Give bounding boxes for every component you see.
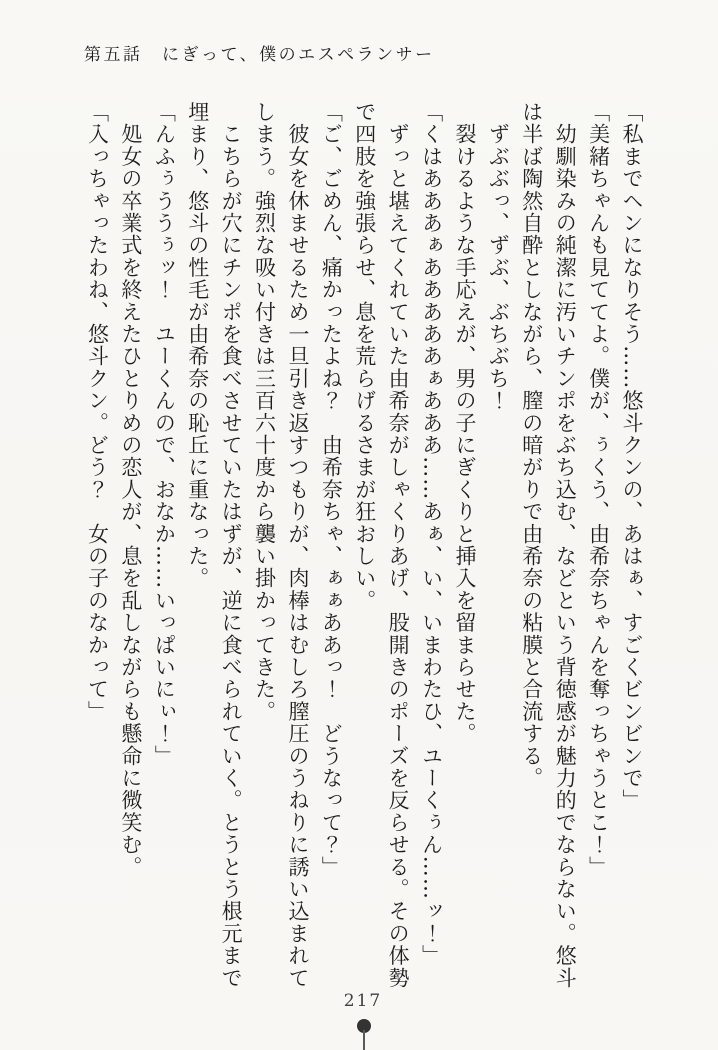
text-column: 裂けるような手応えが、男の子にぎくりと挿入を留まらせた。 bbox=[452, 101, 477, 745]
chapter-header: 第五話 にぎって、僕のエスペランサー bbox=[84, 45, 435, 65]
text-column: 処女の卒業式を終えたひとりめの恋人が、息を乱しながらも懸命に微笑む。 bbox=[118, 101, 143, 878]
text-column: 幼馴染みの純潔に汚いチンポをぶち込む、などという背徳感が魅力的でならない。悠斗 bbox=[553, 101, 578, 989]
text-column: しまう。強烈な吸い付きは三百六十度から襲い掛かってきた。 bbox=[252, 101, 277, 723]
text-column: 「私までヘンになりそう……悠斗クンの、あはぁ、すごくビンビンで」 bbox=[620, 101, 644, 812]
text-column: こちらが穴にチンポを食べさせていたはずが、逆に食べられていく。とうとう根元まで bbox=[219, 101, 244, 989]
text-column: 「ご、ごめん、痛かったよね？ 由希奈ちゃ、ぁぁああっ！ どうなって？」 bbox=[319, 101, 344, 878]
binding-pin-line bbox=[363, 1030, 365, 1050]
body-text bbox=[80, 101, 648, 999]
text-column: で四肢を強張らせ、息を荒らげるさまが狂おしい。 bbox=[352, 101, 377, 612]
text-column: 「んふぅううぅッ！ ユーくんので、おなか……いっぱいにぃ！」 bbox=[152, 101, 177, 767]
text-column: は半ば陶然自酔としながら、膣の暗がりで由希奈の粘膜と合流する。 bbox=[519, 101, 544, 790]
text-column: ずぶぶっ、ずぶ、ぶちぶち！ bbox=[486, 101, 511, 412]
text-column: 「美緒ちゃんも見ててよ。僕が、ぅくう、由希奈ちゃんを奪っちゃうとこ！」 bbox=[586, 101, 611, 878]
page-number: 217 bbox=[343, 991, 383, 1011]
text-column: 「入っちゃったわね、悠斗クン。どう？ 女の子のなかって」 bbox=[85, 101, 110, 723]
text-column: ずっと堪えてくれていた由希奈がしゃくりあげ、股開きのポーズを反らせる。その体勢 bbox=[386, 101, 411, 989]
text-column: 彼女を休ませるため一旦引き返すつもりが、肉棒はむしろ膣圧のうねりに誘い込まれて bbox=[285, 101, 310, 989]
text-column: 「くはあああぁあああああぁあああ……あぁ、い、いまわたひ、ユーくぅん……ッ！」 bbox=[419, 101, 444, 967]
text-column: 埋まり、悠斗の性毛が由希奈の恥丘に重なった。 bbox=[185, 101, 210, 590]
